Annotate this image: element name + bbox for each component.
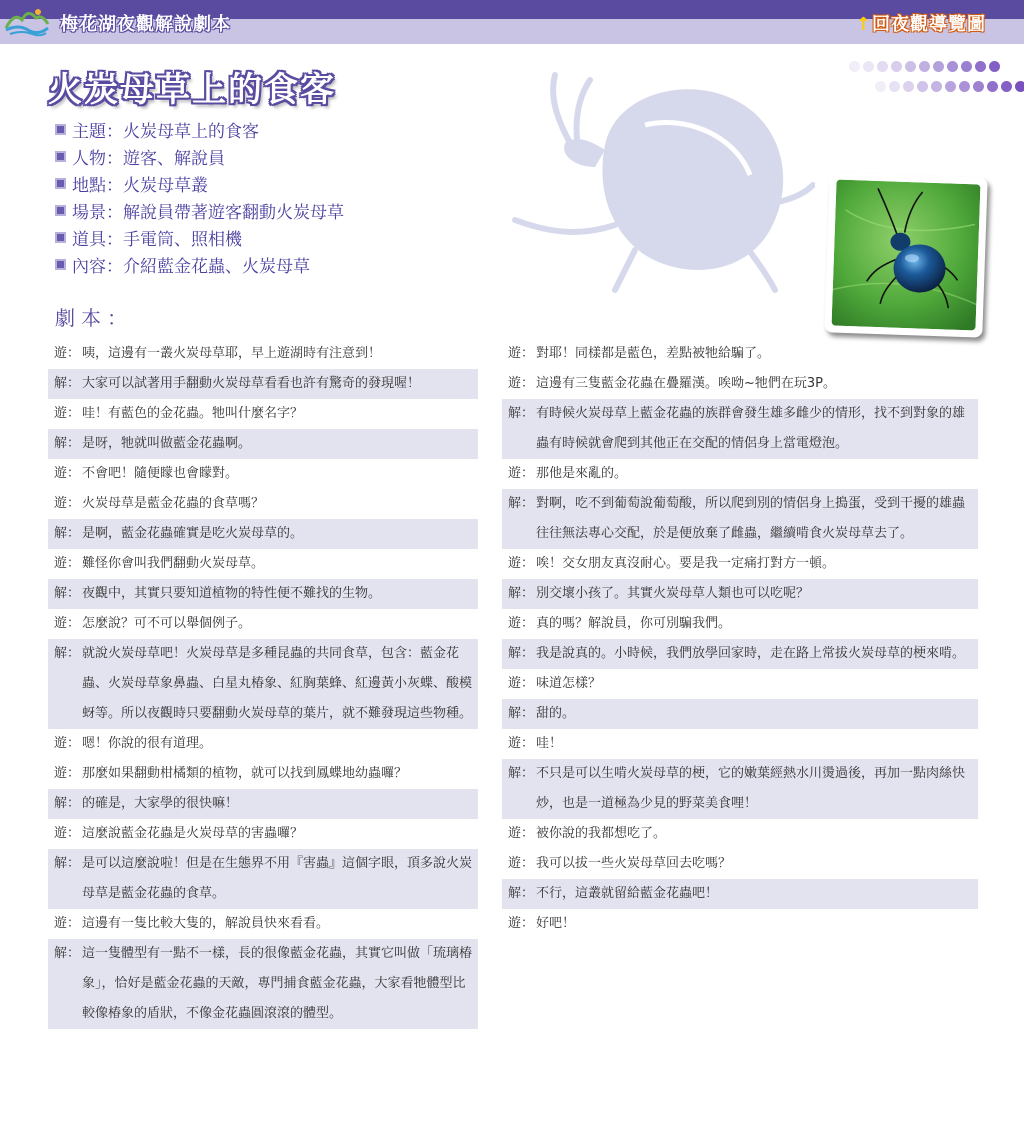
dialogue-text: 咦，這邊有一叢火炭母草耶，早上遊湖時有注意到！ bbox=[82, 346, 382, 361]
dialogue-line-guide bbox=[48, 639, 478, 729]
square-bullet-icon bbox=[55, 232, 66, 243]
speaker-label: 解： bbox=[54, 526, 81, 541]
square-bullet-icon bbox=[55, 259, 66, 270]
speaker-label: 解： bbox=[54, 376, 81, 391]
dialogue-line-visitor bbox=[502, 729, 978, 759]
dialogue-line-guide bbox=[48, 429, 478, 459]
square-bullet-icon bbox=[55, 151, 66, 162]
square-bullet-icon bbox=[55, 178, 66, 189]
dialogue-text: 這麼說藍金花蟲是火炭母草的害蟲囉？ bbox=[82, 826, 304, 841]
dialogue-line-visitor bbox=[502, 909, 978, 939]
info-value: 遊客、解說員 bbox=[123, 149, 225, 169]
decorative-dots-top bbox=[849, 61, 1000, 72]
dialogue-line-guide bbox=[502, 579, 978, 609]
dialogue-text: 大家可以試著用手翻動火炭母草看看也許有驚奇的發現喔！ bbox=[82, 376, 421, 391]
site-title: 梅花湖夜觀解說劇本 bbox=[60, 14, 231, 35]
speaker-label: 遊： bbox=[508, 916, 535, 931]
lake-logo-icon bbox=[4, 4, 50, 38]
speaker-label: 遊： bbox=[54, 556, 81, 571]
decorative-dots-bottom bbox=[875, 81, 1024, 92]
dialogue-line-guide bbox=[502, 399, 978, 459]
dialogue-text: 好吧！ bbox=[536, 916, 576, 931]
dialogue-text: 不行，這叢就留給藍金花蟲吧！ bbox=[536, 886, 719, 901]
dialogue-text: 是可以這麼說啦！但是在生態界不用『害蟲』這個字眼，頂多說火炭母草是藍金花蟲的食草。 bbox=[82, 856, 473, 901]
page-title: 火炭母草上的食客 bbox=[48, 70, 336, 110]
dialogue-column-right bbox=[502, 339, 978, 939]
speaker-label: 遊： bbox=[508, 556, 535, 571]
dialogue-text: 真的嗎？解說員，你可別騙我們。 bbox=[536, 616, 732, 631]
dialogue-text: 哇！有藍色的金花蟲。牠叫什麼名字？ bbox=[82, 406, 304, 421]
dialogue-text: 的確是，大家學的很快嘛！ bbox=[82, 796, 239, 811]
square-bullet-icon bbox=[55, 205, 66, 216]
dialogue-line-visitor bbox=[48, 549, 478, 579]
dialogue-line-visitor bbox=[502, 669, 978, 699]
info-list bbox=[55, 116, 344, 278]
speaker-label: 解： bbox=[54, 646, 81, 661]
dialogue-line-visitor bbox=[48, 459, 478, 489]
info-value: 火炭母草上的食客 bbox=[123, 122, 259, 142]
dialogue-text: 這邊有一隻比較大隻的，解說員快來看看。 bbox=[82, 916, 330, 931]
info-label: 主題 bbox=[72, 122, 106, 142]
dialogue-text: 對耶！同樣都是藍色，差點被牠給騙了。 bbox=[536, 346, 771, 361]
speaker-label: 遊： bbox=[508, 736, 535, 751]
speaker-label: 遊： bbox=[54, 496, 81, 511]
info-value: 手電筒、照相機 bbox=[123, 230, 242, 250]
speaker-label: 遊： bbox=[508, 676, 535, 691]
speaker-label: 解： bbox=[54, 856, 81, 871]
speaker-label: 遊： bbox=[54, 916, 81, 931]
dialogue-line-guide bbox=[48, 789, 478, 819]
info-separator: ： bbox=[106, 230, 123, 250]
dialogue-text: 甜的。 bbox=[536, 706, 576, 721]
dialogue-text: 是呀，牠就叫做藍金花蟲啊。 bbox=[82, 436, 252, 451]
speaker-label: 解： bbox=[508, 646, 535, 661]
beetle-silhouette-icon bbox=[495, 55, 815, 295]
dialogue-line-guide bbox=[502, 879, 978, 909]
info-item-characters bbox=[55, 143, 344, 170]
dialogue-text: 這邊有三隻藍金花蟲在疊羅漢。唉呦~牠們在玩3P。 bbox=[536, 376, 837, 391]
dialogue-line-visitor bbox=[502, 459, 978, 489]
dialogue-text: 夜觀中，其實只要知道植物的特性便不難找的生物。 bbox=[82, 586, 382, 601]
dialogue-text: 那麼如果翻動柑橘類的植物，就可以找到鳳蝶地幼蟲囉？ bbox=[82, 766, 408, 781]
info-item-props bbox=[55, 224, 344, 251]
dialogue-text: 對啊，吃不到葡萄說葡萄酸，所以爬到別的情侶身上搗蛋，受到干擾的雄蟲往往無法專心交配，於是便放棄了雌蟲，繼續啃食火炭母草去了。 bbox=[536, 496, 966, 541]
speaker-label: 遊： bbox=[508, 346, 535, 361]
info-item-location bbox=[55, 170, 344, 197]
speaker-label: 遊： bbox=[508, 616, 535, 631]
info-value: 解說員帶著遊客翻動火炭母草 bbox=[123, 203, 344, 223]
speaker-label: 解： bbox=[508, 706, 535, 721]
dialogue-text: 是啊，藍金花蟲確實是吃火炭母草的。 bbox=[82, 526, 304, 541]
dialogue-text: 有時候火炭母草上藍金花蟲的族群會發生雄多雌少的情形，找不到對象的雄蟲有時候就會爬到其他正在交配的情侶身上當電燈泡。 bbox=[536, 406, 966, 451]
dialogue-text: 難怪你會叫我們翻動火炭母草。 bbox=[82, 556, 265, 571]
dialogue-line-guide bbox=[48, 849, 478, 909]
dialogue-text: 就說火炭母草吧！火炭母草是多種昆蟲的共同食草，包含：藍金花蟲、火炭母草象鼻蟲、白星丸椿象、紅胸葉蜂、紅邊黃小灰蝶、酸模蚜等。所以夜觀時只要翻動火炭母草的葉片，就不難發現這些物種。 bbox=[82, 646, 473, 721]
speaker-label: 遊： bbox=[54, 736, 81, 751]
dialogue-text: 不會吧！隨便矇也會矇對。 bbox=[82, 466, 239, 481]
info-label: 道具 bbox=[72, 230, 106, 250]
dialogue-line-visitor bbox=[502, 369, 978, 399]
info-separator: ： bbox=[106, 203, 123, 223]
speaker-label: 遊： bbox=[54, 616, 81, 631]
dialogue-line-guide bbox=[48, 369, 478, 399]
dialogue-line-visitor bbox=[502, 819, 978, 849]
info-separator: ： bbox=[106, 149, 123, 169]
speaker-label: 解： bbox=[508, 406, 535, 421]
dialogue-line-guide bbox=[48, 939, 478, 1029]
speaker-label: 解： bbox=[508, 886, 535, 901]
dialogue-text: 哇！ bbox=[536, 736, 563, 751]
dialogue-line-visitor bbox=[48, 339, 478, 369]
dialogue-line-guide bbox=[502, 489, 978, 549]
dialogue-text: 怎麼說？可不可以舉個例子。 bbox=[82, 616, 252, 631]
info-item-theme bbox=[55, 116, 344, 143]
info-value: 火炭母草叢 bbox=[123, 176, 208, 196]
dialogue-line-guide bbox=[48, 579, 478, 609]
speaker-label: 遊： bbox=[54, 826, 81, 841]
dialogue-line-guide bbox=[502, 759, 978, 819]
up-arrow-icon: ↑ bbox=[855, 14, 872, 35]
speaker-label: 遊： bbox=[54, 766, 81, 781]
dialogue-text: 嗯！你說的很有道理。 bbox=[82, 736, 213, 751]
speaker-label: 遊： bbox=[54, 406, 81, 421]
dialogue-line-visitor bbox=[502, 849, 978, 879]
dialogue-text: 唉！交女朋友真沒耐心。要是我一定痛打對方一頓。 bbox=[536, 556, 836, 571]
dialogue-text: 火炭母草是藍金花蟲的食草嗎？ bbox=[82, 496, 265, 511]
beetle-photo-frame bbox=[824, 172, 987, 337]
dialogue-line-visitor bbox=[48, 489, 478, 519]
script-heading: 劇本： bbox=[55, 306, 133, 330]
dialogue-text: 不只是可以生啃火炭母草的梗，它的嫩葉經熱水川燙過後，再加一點肉絲快炒，也是一道極為少見的野菜美食哩！ bbox=[536, 766, 966, 811]
dialogue-text: 我是說真的。小時候，我們放學回家時，走在路上常拔火炭母草的梗來啃。 bbox=[536, 646, 966, 661]
blue-leaf-beetle-photo bbox=[831, 180, 980, 331]
info-label: 人物 bbox=[72, 149, 106, 169]
dialogue-column-left bbox=[48, 339, 478, 1029]
speaker-label: 遊： bbox=[54, 346, 81, 361]
info-value: 介紹藍金花蟲、火炭母草 bbox=[123, 257, 310, 277]
info-separator: ： bbox=[106, 122, 123, 142]
speaker-label: 遊： bbox=[508, 466, 535, 481]
info-item-scene bbox=[55, 197, 344, 224]
dialogue-line-visitor bbox=[48, 909, 478, 939]
dialogue-line-visitor bbox=[48, 759, 478, 789]
speaker-label: 遊： bbox=[508, 826, 535, 841]
dialogue-line-visitor bbox=[502, 609, 978, 639]
speaker-label: 解： bbox=[54, 586, 81, 601]
dialogue-text: 那他是來亂的。 bbox=[536, 466, 628, 481]
back-to-map-label: 回夜觀導覽圖 bbox=[872, 14, 986, 35]
speaker-label: 解： bbox=[54, 796, 81, 811]
dialogue-text: 這一隻體型有一點不一樣，長的很像藍金花蟲，其實它叫做「琉璃椿象」，恰好是藍金花蟲的天敵，專門捕食藍金花蟲，大家看牠體型比較像椿象的盾狀，不像金花蟲圓滾滾的體型。 bbox=[82, 946, 473, 1021]
speaker-label: 解： bbox=[54, 436, 81, 451]
dialogue-line-guide bbox=[48, 519, 478, 549]
speaker-label: 遊： bbox=[508, 856, 535, 871]
speaker-label: 解： bbox=[508, 586, 535, 601]
dialogue-line-visitor bbox=[502, 549, 978, 579]
dialogue-line-guide bbox=[502, 699, 978, 729]
speaker-label: 遊： bbox=[54, 466, 81, 481]
info-label: 場景 bbox=[72, 203, 106, 223]
dialogue-text: 別交壞小孩了。其實火炭母草人類也可以吃呢？ bbox=[536, 586, 810, 601]
top-bar bbox=[0, 0, 1024, 44]
info-separator: ： bbox=[106, 176, 123, 196]
dialogue-text: 味道怎樣？ bbox=[536, 676, 602, 691]
back-to-map-link[interactable] bbox=[856, 10, 986, 36]
dialogue-line-visitor bbox=[48, 729, 478, 759]
square-bullet-icon bbox=[55, 124, 66, 135]
speaker-label: 遊： bbox=[508, 376, 535, 391]
speaker-label: 解： bbox=[508, 496, 535, 511]
info-label: 地點 bbox=[72, 176, 106, 196]
dialogue-line-visitor bbox=[48, 819, 478, 849]
dialogue-text: 我可以拔一些火炭母草回去吃嗎？ bbox=[536, 856, 732, 871]
dialogue-text: 被你說的我都想吃了。 bbox=[536, 826, 667, 841]
dialogue-line-guide bbox=[502, 639, 978, 669]
info-label: 內容 bbox=[72, 257, 106, 277]
dialogue-line-visitor bbox=[502, 339, 978, 369]
info-separator: ： bbox=[106, 257, 123, 277]
info-item-content bbox=[55, 251, 344, 278]
dialogue-line-visitor bbox=[48, 399, 478, 429]
speaker-label: 解： bbox=[508, 766, 535, 781]
speaker-label: 解： bbox=[54, 946, 81, 961]
dialogue-line-visitor bbox=[48, 609, 478, 639]
